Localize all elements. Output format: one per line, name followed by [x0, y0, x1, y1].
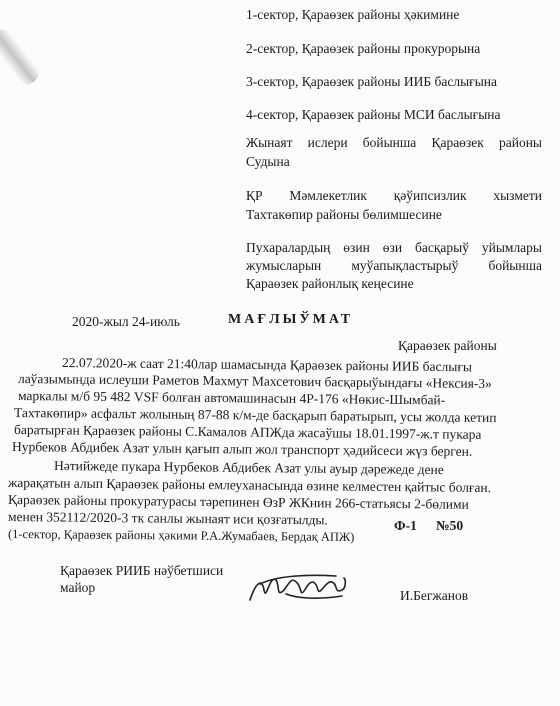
body-line-2: лаўазымында ислеуши Раметов Махмут Махсетович басқарыўындағы «Нексия-3»	[17, 371, 492, 391]
scan-fold-mark	[0, 26, 43, 88]
handwritten-signature	[246, 560, 350, 612]
addressee-6-line-2: Тахтакөпир районы бөлимшесине	[246, 207, 442, 222]
addressee-1: 1-сектор, Қараөзек районы ҳәкимине	[246, 7, 460, 22]
report-place: Қараөзек районы	[398, 338, 497, 353]
signatory-name: И.Бегжанов	[400, 588, 469, 603]
form-number: №50	[436, 518, 464, 533]
addressee-2: 2-сектор, Қараөзек районы прокурорына	[246, 41, 481, 56]
body-line-7: Нәтийжеде пукара Нурбеков Абдибек Азат улы ауыр дәрежеде дене	[53, 458, 444, 478]
addressee-5-line-2: Судына	[246, 154, 290, 169]
addressee-3: 3-сектор, Қараөзек районы ИИБ баслығына	[246, 74, 497, 89]
addressee-5-line-1: Жынаят ислери бойынша Қараөзек районы	[246, 135, 542, 150]
body-line-3: маркалы м/б 95 482 VSF болған автомашинасын 4Р-176 «Нөкис-Шымбай-	[17, 388, 446, 408]
report-title: МАҒЛЫЎМАТ	[228, 312, 354, 327]
body-line-10: менен 352112/2020-3 тк санлы жынаят иси қозғатылды.	[7, 509, 328, 528]
body-line-1: 22.07.2020-ж саат 21:40лар шамасында Қараөзек районы ИИБ баслығы	[61, 355, 473, 375]
body-line-8: жарақатын алып Қараөзек районы емлеуханасында өзине келместен қайтыс болған.	[7, 475, 492, 496]
report-date: 2020-жыл 24-июль	[72, 314, 180, 329]
addressee-7-line-3: Қараөзек районлық кеңесине	[246, 276, 414, 291]
addressee-7-line-2: жумысларын муўапықластырыў бойынша	[246, 258, 542, 273]
addressee-6-line-1: ҚР Мәмлекетлик қәўипсизлик хызмети	[246, 188, 542, 203]
addressee-4: 4-сектор, Қараөзек районы МСИ баслығына	[246, 107, 501, 122]
body-line-5: баратырған Қараөзек районы С.Камалов АПЖда жасаўшы 18.01.1997-ж.т пукара	[13, 422, 482, 442]
signatory-rank: майор	[60, 580, 96, 595]
body-line-4: Тахтакөпир» асфальт жолының 87-88 к/м-де басқарып баратырып, усы жолда кетип	[13, 405, 497, 426]
body-line-9: Қараөзек районы прокуратурасы тәрепинен ӨзР ЖКнин 266-статьясы 2-бөлими	[7, 492, 469, 512]
signatory-position: Қараөзек РИИБ нәўбетшиси	[60, 563, 224, 578]
body-line-6: Нурбеков Абдибек Азат улын қағып алып жол транспорт ҳәдийсеси жүз берген.	[11, 439, 473, 459]
distribution-note: (1-сектор, Қараөзек районы ҳәкими Р.А.Жумабаев, Бердақ АПЖ)	[7, 527, 355, 545]
addressee-7-line-1: Пухаралардың өзин өзи басқарыў уйымлары	[246, 240, 542, 255]
form-code: Ф-1	[394, 518, 417, 533]
